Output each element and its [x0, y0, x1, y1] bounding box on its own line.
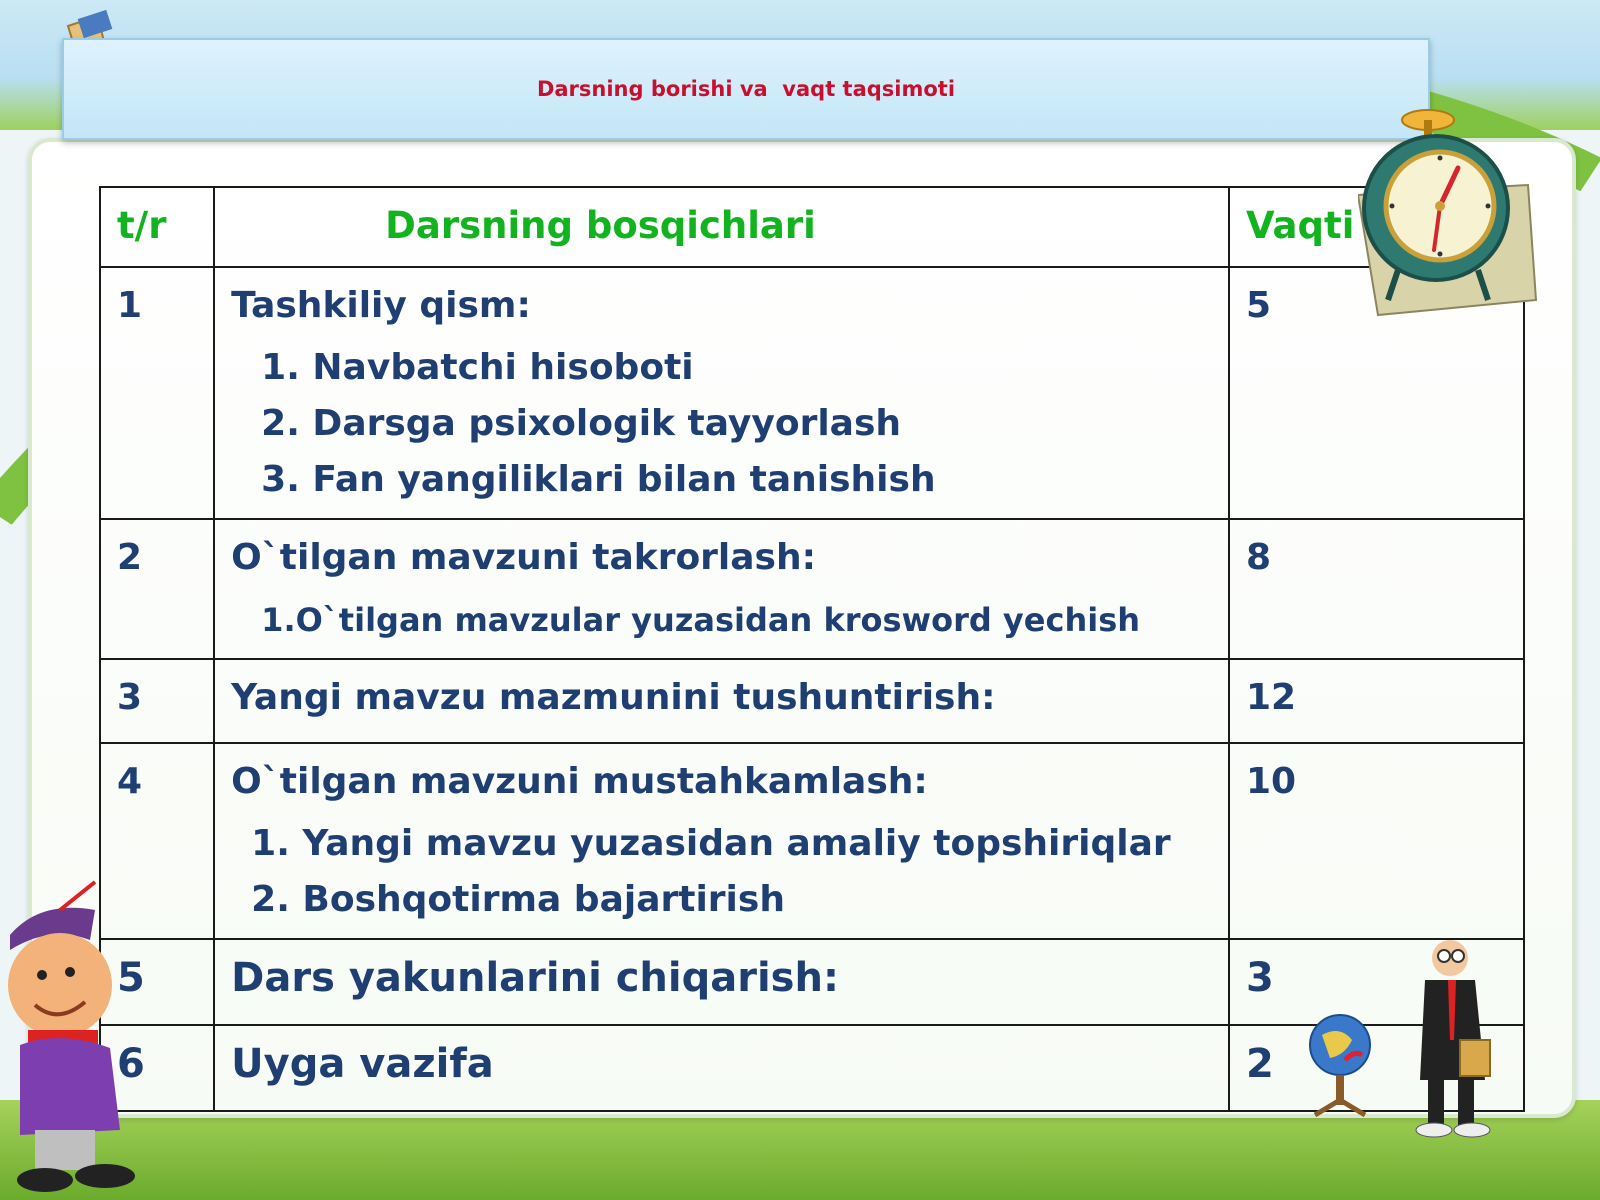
stage-title: Dars yakunlarini chiqarish: [231, 955, 839, 1001]
row-time: 10 [1229, 743, 1524, 939]
table-row [100, 267, 1524, 519]
globe-icon [1310, 1015, 1370, 1115]
row-stage [214, 1025, 1229, 1111]
table-row [100, 743, 1524, 939]
stage-title: O`tilgan mavzuni takrorlash: [231, 537, 817, 578]
row-time: 12 [1229, 659, 1524, 743]
row-stage [214, 659, 1229, 743]
stage-title: Yangi mavzu mazmunini tushuntirish: [231, 677, 996, 718]
stage-title: O`tilgan mavzuni mustahkamlash: [231, 761, 928, 802]
table-row [100, 659, 1524, 743]
title-banner [62, 38, 1430, 140]
row-number: 5 [100, 939, 214, 1025]
row-time: 2 [1229, 1025, 1524, 1111]
row-time: 5 [1229, 267, 1524, 519]
row-number: 4 [100, 743, 214, 939]
table-header-row [100, 187, 1524, 267]
stage-title: Uyga vazifa [231, 1041, 494, 1087]
row-stage [214, 267, 1229, 519]
stage-item: 3. Fan yangiliklari bilan tanishish [261, 459, 936, 500]
header-stages: Darsning bosqichlari [214, 187, 1229, 267]
stage-item: 2. Boshqotirma bajartirish [251, 879, 785, 920]
row-time: 3 [1229, 939, 1524, 1025]
row-number: 2 [100, 519, 214, 659]
stage-item: 1. Navbatchi hisoboti [261, 347, 694, 388]
header-number: t/r [100, 187, 214, 267]
row-time: 8 [1229, 519, 1524, 659]
stage-item: 1. Yangi mavzu yuzasidan amaliy topshiriqlar [251, 823, 1171, 864]
cartoon-teacher-icon [1300, 930, 1500, 1150]
stage-title: Tashkiliy qism: [231, 285, 531, 326]
row-number: 6 [100, 1025, 214, 1111]
slide-title: Darsning borishi va vaqt taqsimoti [536, 77, 956, 101]
stage-item: 1.O`tilgan mavzular yuzasidan krosword yechish [261, 601, 1141, 639]
row-stage [214, 939, 1229, 1025]
header-time: Vaqti [1229, 187, 1524, 267]
cartoon-boy-icon [0, 880, 150, 1200]
row-stage [214, 743, 1229, 939]
alarm-clock-icon [1358, 100, 1538, 330]
row-stage [214, 519, 1229, 659]
stage-item: 2. Darsga psixologik tayyorlash [261, 403, 902, 444]
table-row [100, 519, 1524, 659]
row-number: 1 [100, 267, 214, 519]
row-number: 3 [100, 659, 214, 743]
